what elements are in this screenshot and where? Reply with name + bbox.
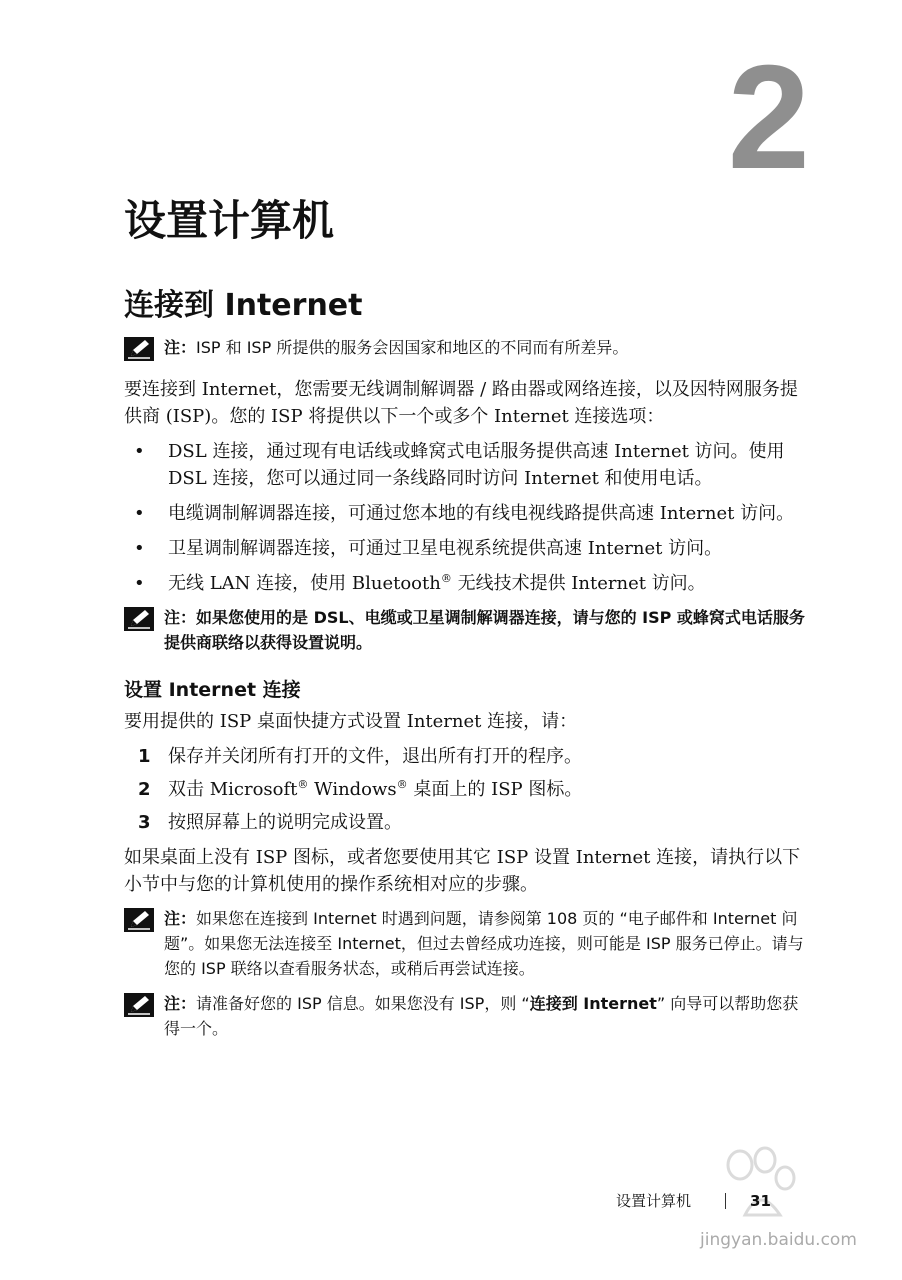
chapter-title: 设置计算机 [124,196,335,245]
connection-options-list [124,438,814,597]
step-number: 1 [138,745,151,767]
section-title: 连接到 Internet [124,288,363,323]
list-item [124,535,814,562]
step-item [124,776,814,803]
list-item-text: DSL 连接，通过现有电话线或蜂窝式电话服务提供高速 Internet 访问。使用 DSL 连接，您可以通过同一条线路同时访问 Internet 和使用电话。 [168,441,785,489]
note-text: ISP 和 ISP 所提供的服务会因国家和地区的不同而有所差异。 [196,338,629,357]
note-label: 注： [164,608,197,627]
note-pencil-icon [124,605,164,636]
note-text: 如果您在连接到 Internet 时遇到问题，请参阅第 108 页的 “电子邮件和 Internet 问题”。如果您无法连接至 Internet，但过去曾经成功连接，则可能是 ISP 服务已停止。请与您的 ISP 联络以查看服务状态，或稍后再尝试连接。 [164,908,804,978]
note-isp-info [124,991,814,1041]
note-pencil-icon [124,906,164,937]
note-pencil-icon [124,335,164,366]
step-text: 保存并关闭所有打开的文件，退出所有打开的程序。 [168,745,582,767]
step-item [124,809,814,836]
page-footer [616,1190,771,1211]
list-item [124,438,814,492]
step-item [124,743,814,770]
bullet-icon: • [134,503,145,524]
setup-steps-list [124,743,814,836]
note-label: 注： [164,993,197,1013]
chapter-number: 2 [727,35,810,200]
list-item-text: 卫星调制解调器连接，可通过卫星电视系统提供高速 Internet 访问。 [168,538,723,559]
note-text: 如果您使用的是 DSL、电缆或卫星调制解调器连接，请与您的 ISP 或蜂窝式电话服务提供商联络以获得设置说明。 [164,608,805,652]
step-text: 双击 Microsoft® Windows® 桌面上的 ISP 图标。 [168,777,583,800]
bullet-icon: • [134,441,145,462]
subsection-intro: 要用提供的 ISP 桌面快捷方式设置 Internet 连接，请： [124,710,578,732]
note-text-end: ” 向导可以帮助您获得一个。 [164,993,799,1038]
no-icon-paragraph: 如果桌面上没有 ISP 图标，或者您要使用其它 ISP 设置 Internet 连接，请执行以下小节中与您的计算机使用的操作系统相对应的步骤。 [124,846,801,895]
bullet-icon: • [134,538,145,559]
note-connection-problems [124,906,814,981]
footer-separator [725,1193,726,1209]
list-item [124,500,814,527]
list-item-text: 无线 LAN 连接，使用 Bluetooth® 无线技术提供 Internet 访问。 [168,572,706,594]
step-text: 按照屏幕上的说明完成设置。 [168,811,402,833]
bullet-icon: • [134,573,145,594]
page-content [124,286,814,1051]
list-item [124,570,814,597]
note-dsl-setup [124,605,814,655]
note-text: 请准备好您的 ISP 信息。如果您没有 ISP，则 “ [196,993,530,1013]
note-label: 注： [164,338,197,357]
page-number: 31 [750,1191,771,1210]
note-isp-variation [124,335,814,366]
note-label: 注： [164,908,197,928]
watermark-url: jingyan.baidu.com [700,1230,857,1250]
note-pencil-icon [124,991,164,1022]
wizard-name: 连接到 Internet [529,993,657,1013]
subsection-title: 设置 Internet 连接 [124,679,301,701]
step-number: 3 [138,811,151,833]
step-number: 2 [138,778,151,800]
footer-chapter-title: 设置计算机 [616,1192,692,1210]
list-item-text: 电缆调制解调器连接，可通过您本地的有线电视线路提供高速 Internet 访问。 [168,503,795,524]
intro-paragraph: 要连接到 Internet，您需要无线调制解调器 / 路由器或网络连接，以及因特网服务提供商 (ISP)。您的 ISP 将提供以下一个或多个 Internet 连接选项： [124,379,798,427]
baidu-watermark-logo-icon [640,1140,840,1235]
